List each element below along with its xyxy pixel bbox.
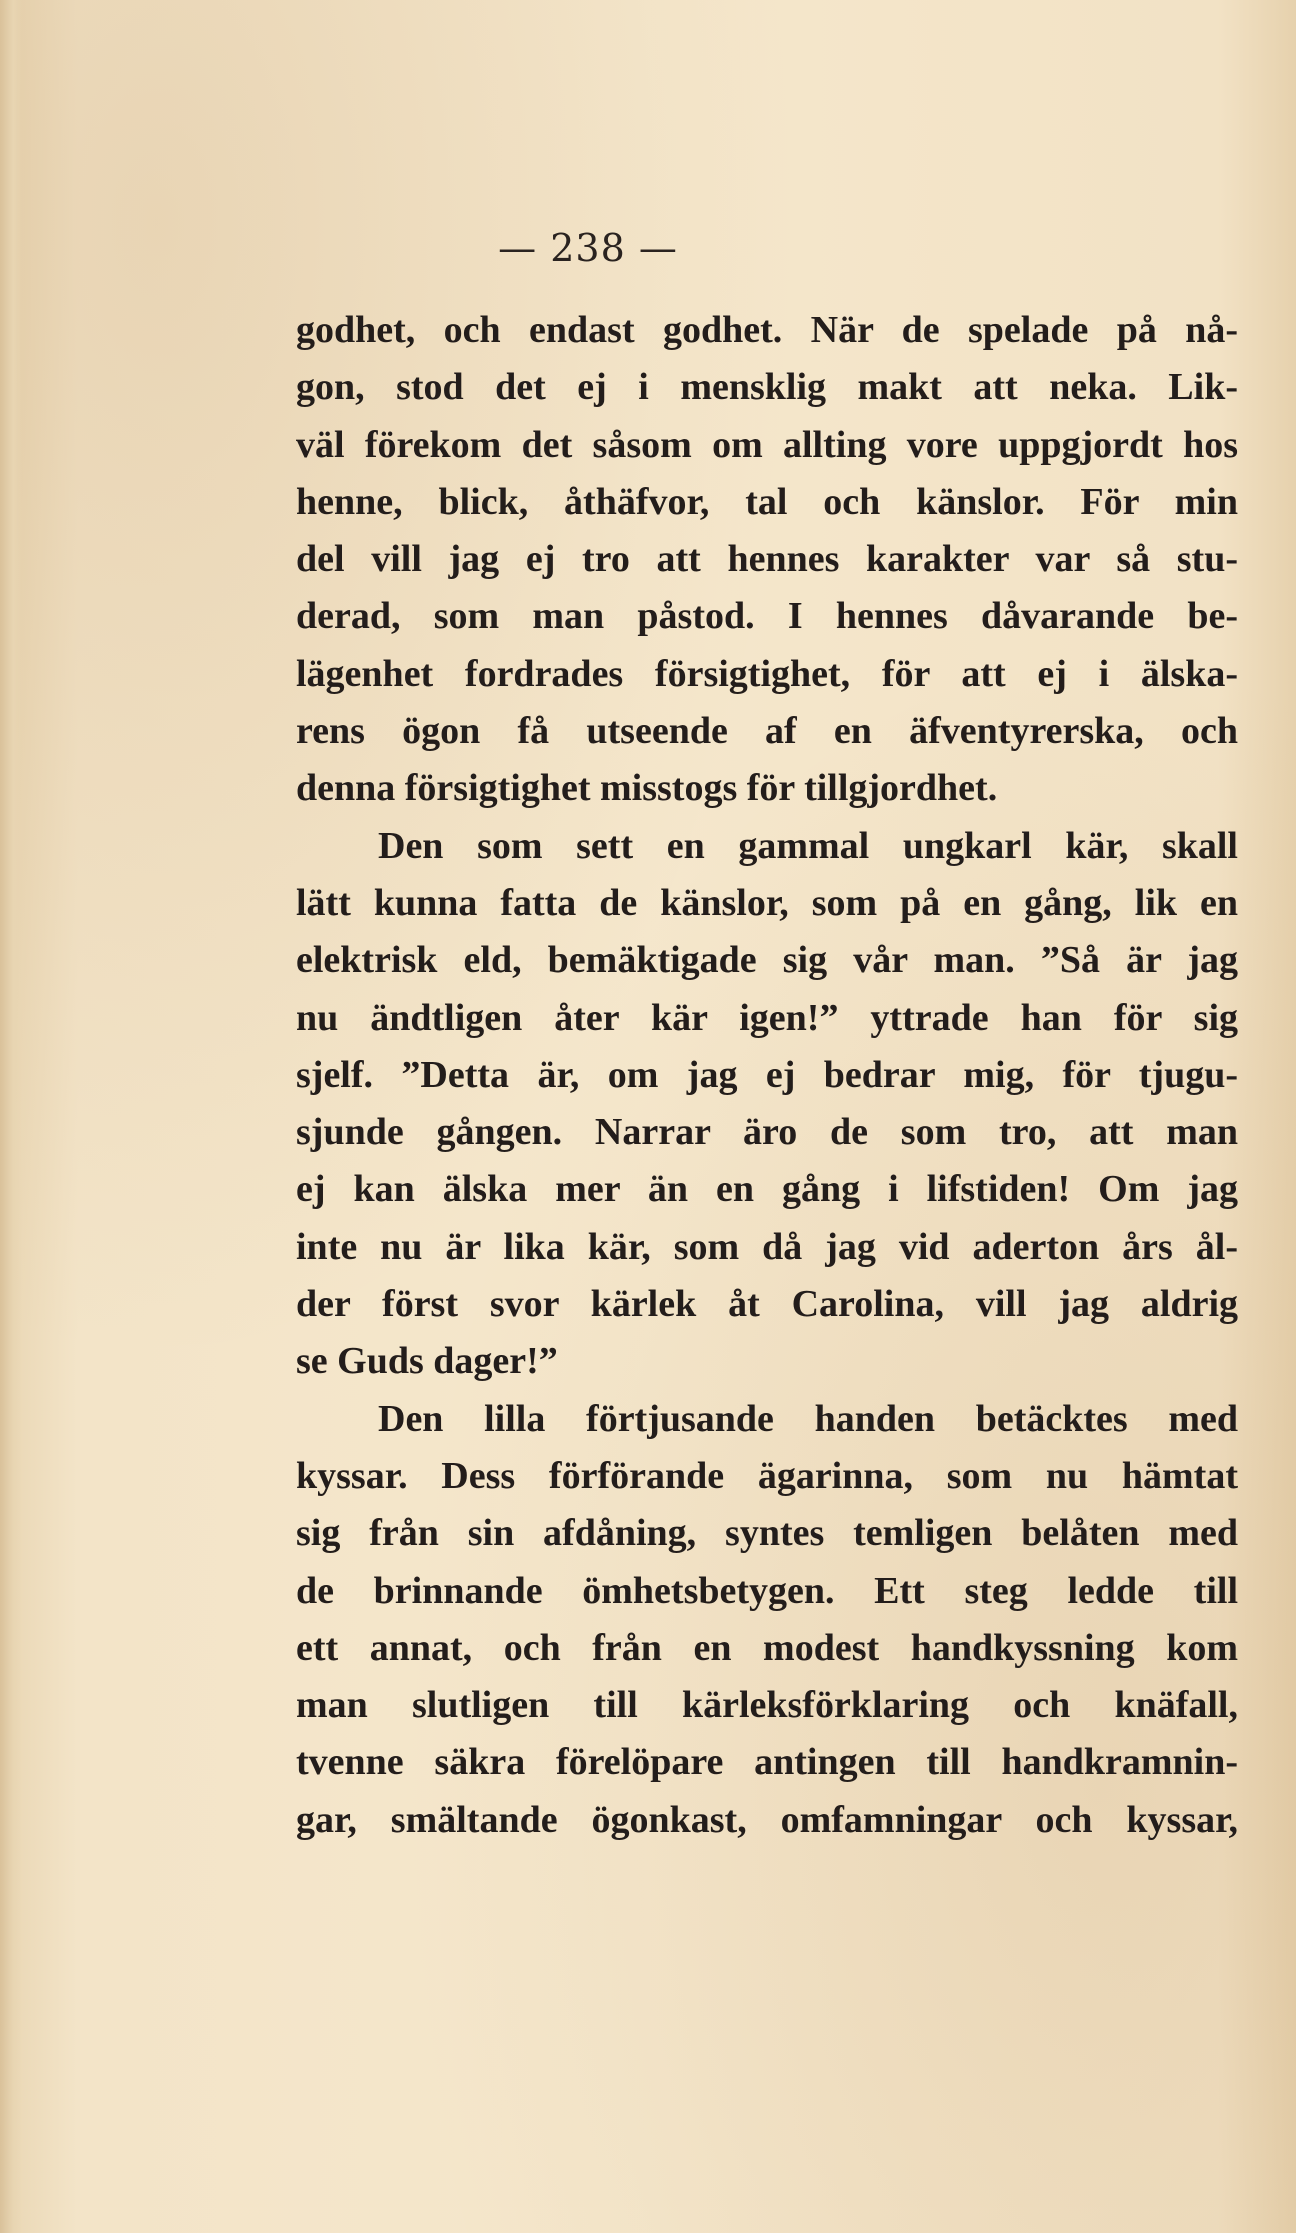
text-line: ej kan älska mer än en gång i lifstiden! Om jag: [296, 1168, 1238, 1211]
text-line: sjunde gången. Narrar äro de som tro, att man: [296, 1111, 1238, 1154]
body-text: [296, 302, 1238, 1849]
text-line: inte nu är lika kär, som då jag vid aderton års ål-: [296, 1225, 1238, 1268]
text-line: del vill jag ej tro att hennes karakter var så stu-: [296, 538, 1238, 581]
text-line: gon, stod det ej i mensklig makt att neka. Lik-: [296, 366, 1238, 409]
text-line: se Guds dager!”: [296, 1340, 558, 1383]
text-line: gar, smältande ögonkast, omfamningar och kyssar,: [296, 1798, 1238, 1841]
text-line: Den lilla förtjusande handen betäcktes med: [378, 1397, 1238, 1440]
text-line: henne, blick, åthäfvor, tal och känslor. För min: [296, 480, 1238, 523]
text-line: der först svor kärlek åt Carolina, vill jag aldrig: [296, 1283, 1238, 1326]
text-line: nu ändtligen åter kär igen!” yttrade han för sig: [296, 996, 1238, 1039]
text-line: lägenhet fordrades försigtighet, för att ej i älska-: [296, 652, 1238, 695]
text-line: denna försigtighet misstogs för tillgjordhet.: [296, 767, 998, 810]
text-line: väl förekom det såsom om allting vore uppgjordt hos: [296, 423, 1238, 466]
text-line: kyssar. Dess förförande ägarinna, som nu hämtat: [296, 1454, 1238, 1497]
text-line: godhet, och endast godhet. När de spelade på nå-: [296, 309, 1238, 351]
page-edge-shadow: [0, 0, 22, 2233]
text-line: tvenne säkra förelöpare antingen till handkramnin-: [296, 1741, 1238, 1784]
text-line: lätt kunna fatta de känslor, som på en gång, lik en: [296, 881, 1238, 924]
text-line: derad, som man påstod. I hennes dåvarande be-: [296, 595, 1238, 638]
text-line: Den som sett en gammal ungkarl kär, skall: [378, 824, 1238, 867]
text-line: de brinnande ömhetsbetygen. Ett steg ledde till: [296, 1569, 1238, 1612]
text-line: man slutligen till kärleksförklaring och knäfall,: [296, 1684, 1238, 1727]
text-line: ett annat, och från en modest handkyssning kom: [296, 1626, 1238, 1669]
page-number: — 238 —: [498, 226, 678, 270]
text-line: rens ögon få utseende af en äfventyrerska, och: [296, 710, 1238, 753]
text-line: sjelf. ”Detta är, om jag ej bedrar mig, för tjugu-: [296, 1053, 1238, 1096]
text-line: elektrisk eld, bemäktigade sig vår man. ”Så är jag: [296, 939, 1238, 982]
text-line: sig från sin afdåning, syntes temligen belåten med: [296, 1512, 1238, 1555]
